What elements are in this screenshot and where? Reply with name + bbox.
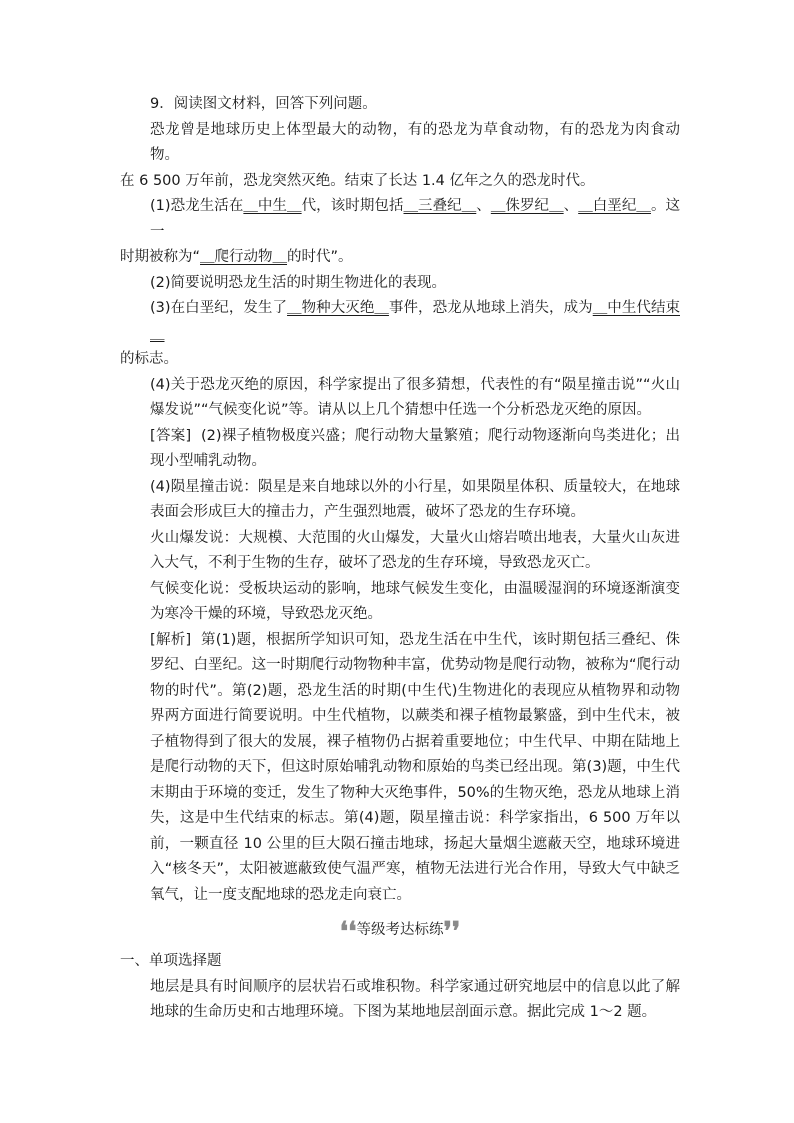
answer-triassic: ＿三叠纪＿ xyxy=(403,198,477,214)
analysis-text: 第(1)题，根据所学知识可知，恐龙生活在中生代，该时期包括三叠纪、侏罗纪、白垩纪。这一时期爬行动物物种丰富，优势动物是爬行动物，被称为“爬行动物的时代”。第(2)题，恐龙生活的时期(中生代)生物进化的表现应从植物界和动物界两方面进行简要说明。中生代植物，以蕨类和裸子植物最繁盛，到中生代末，被子植物得到了很大的发展，裸子植物仍占据着重要地位；中生代早、中期在陆地上是爬行动物的天下，但这时原始哺乳动物和原始的鸟类已经出现。第(3)题，中生代末期由于环境的变迁，发生了物种大灭绝事件，50%的生物灭绝，恐龙从地球上消失，这是中生代结束的标志。第(4)题，陨星撞击说：科学家指出，6 500 万年以前，一颗直径 10 公里的巨大陨石撞击地球，扬起大量烟尘遮蔽天空，地球环境进入“核冬天”，太阳被遮蔽致使气温严寒，植物无法进行光合作用，导致大气中缺乏氧气，让一度支配地球的恐龙走向衰亡。 xyxy=(150,631,680,903)
document-page xyxy=(120,92,680,1026)
sub-question-4: (4)关于恐龙灭绝的原因，科学家提出了很多猜想，代表性的有“陨星撞击说”“火山爆发说”“气候变化说”等。请从以上几个猜想中任选一个分析恐龙灭绝的原因。 xyxy=(150,376,680,418)
banner-title: 等级考达标练 xyxy=(356,922,444,938)
answer-2: (2)裸子植物极度兴盛；爬行动物大量繁殖；爬行动物逐渐向鸟类进化；出现小型哺乳动物。 xyxy=(150,427,680,469)
answer-climate: 气候变化说：受板块运动的影响，地球气候发生变化，由温暖湿润的环境逐渐演变为寒冷干燥的环境，导致恐龙灭绝。 xyxy=(150,580,680,622)
answer-tag: [答案] xyxy=(150,427,192,444)
sub-question-1-cont: 时期被称为“＿爬行动物＿的时代”。 xyxy=(120,249,353,265)
answer-block xyxy=(120,424,680,475)
sub-question-3: (3)在白垩纪，发生了＿物种大灭绝＿事件，恐龙从地球上消失，成为＿中生代结束＿ xyxy=(150,300,680,342)
sub-question-2: (2)简要说明恐龙生活的时期生物进化的表现。 xyxy=(150,274,447,291)
answer-volcano: 火山爆发说：大规模、大范围的火山爆发，大量火山熔岩喷出地表，大量火山灰进入大气，不利于生物的生存，破坏了恐龙的生存环境，导致恐龙灭亡。 xyxy=(150,529,680,571)
answer-era-end: ＿中生代结束＿ xyxy=(150,300,680,342)
answer-cretaceous: ＿白垩纪＿ xyxy=(578,198,651,214)
left-quote-icon: ❛❛ xyxy=(339,917,357,947)
section-heading: 一、单项选择题 xyxy=(120,953,222,969)
analysis-block xyxy=(120,628,680,909)
right-quote-icon: ❜❜ xyxy=(443,917,461,947)
answer-age-name: ＿爬行动物＿ xyxy=(200,249,288,265)
answer-era: ＿中生＿ xyxy=(243,198,302,214)
section-banner xyxy=(120,917,680,947)
answer-4: (4)陨星撞击说：陨星是来自地球以外的小行星，如果陨星体积、质量较大，在地球表面会形成巨大的撞击力，产生强烈地震，破坏了恐龙的生存环境。 xyxy=(150,478,680,520)
question-intro: 恐龙曾是地球历史上体型最大的动物，有的恐龙为草食动物，有的恐龙为肉食动物。 xyxy=(150,121,680,163)
answer-extinction-event: ＿物种大灭绝＿ xyxy=(287,300,389,316)
sub-question-1: (1)恐龙生活在＿中生＿代，该时期包括＿三叠纪＿、＿侏罗纪＿、＿白垩纪＿。这一 xyxy=(150,198,681,240)
section-intro: 地层是具有时间顺序的层状岩石或堆积物。科学家通过研究地层中的信息以此了解地球的生命历史和古地理环境。下图为某地地层剖面示意。据此完成 1～2 题。 xyxy=(150,978,680,1020)
question-title: 9．阅读图文材料，回答下列问题。 xyxy=(150,96,377,112)
question-intro-cont: 在 6 500 万年前，恐龙突然灭绝。结束了长达 1.4 亿年之久的恐龙时代。 xyxy=(120,172,595,189)
analysis-tag: [解析] xyxy=(150,631,192,648)
sub-question-3-cont: 的标志。 xyxy=(120,351,178,367)
answer-jurassic: ＿侏罗纪＿ xyxy=(490,198,564,214)
